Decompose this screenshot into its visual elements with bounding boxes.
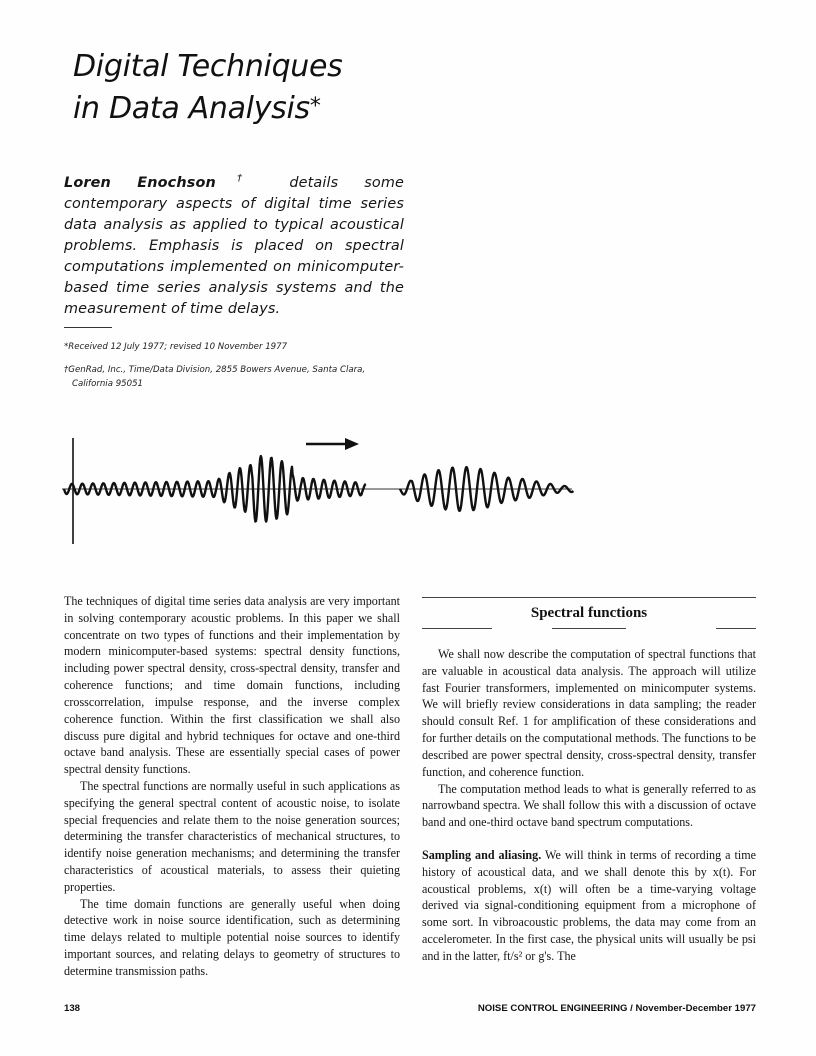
author-footnote-mark: † <box>215 173 264 184</box>
run-in-heading: Sampling and aliasing. <box>422 847 542 862</box>
author-name: Loren Enochson <box>64 174 216 191</box>
article-title <box>73 46 493 130</box>
left-paragraph-1: The techniques of digital time series data analysis are very important in solving contemporary acoustic problems. In this paper we shall concentrate on two types of functions and their implementation by modern minicomputer-based systems: spectral density functions, including power spectral density, cross-spectral density, transfer and coherence functions; and time domain functions, including crosscorrelation, impulse response, and the inverse complex coherence function. Within the first classification we shall also discuss pure digital and hybrid techniques for octave and one-third octave band analysis. These are essentially special cases of power spectral density functions. <box>64 594 400 777</box>
affiliation-line-1: †GenRad, Inc., Time/Data Division, 2855 Bowers Avenue, Santa Clara, <box>64 365 366 375</box>
right-paragraph-2: The computation method leads to what is generally referred to as narrowband spectra. We shall follow this with a discussion of octave band and one-third octave band spectrum computations. <box>422 781 756 830</box>
waveform-illustration <box>62 432 582 548</box>
title-line-2-text: in Data Analysis <box>73 91 310 126</box>
footnote-affiliation <box>64 364 404 391</box>
section-rule-top <box>422 597 756 598</box>
footnote-divider <box>64 327 112 328</box>
title-line-2 <box>73 88 493 130</box>
footnote-received: *Received 12 July 1977; revised 10 November 1977 <box>64 342 288 352</box>
section-heading: Spectral functions <box>530 605 648 621</box>
abstract-text: details some contemporary aspects of digital time series data analysis as applied to typical acoustical problems. Emphasis is placed on spectral computations implemented on minicomputer-based time series analysis systems and the measurement of time delays. <box>64 174 404 318</box>
section-rule-bottom-mid <box>552 628 626 629</box>
title-line-1: Digital Techniques <box>73 49 343 84</box>
right-paragraph-1: We shall now describe the computation of spectral functions that are valuable in acoustical data analysis. The approach will utilize fast Fourier transformers, implemented on minicomputer systems. We will briefly review considerations in data sampling; the reader should consult Ref. 1 for amplification of these considerations and for further details on the computational methods. The functions to be described are power spectral density, cross-spectral density, transfer function, and coherence function. <box>422 647 756 779</box>
section-rule-bottom-left <box>422 628 492 629</box>
left-paragraph-2: The spectral functions are normally useful in such applications as specifying the general spectral content of acoustic noise, to isolate special frequencies and relate them to the noise generation sources; determining the transfer characteristics of mechanical structures, to identify noise generation mechanisms; and determining the transfer characteristics of acoustical materials, to assess their quieting properties. <box>64 778 400 894</box>
direction-arrow-head <box>345 438 359 450</box>
page-number: 138 <box>64 1003 81 1014</box>
section-rule-bottom-right <box>716 628 756 629</box>
affiliation-line-2: California 95051 <box>72 378 144 389</box>
left-column <box>64 593 400 980</box>
section-heading-box <box>422 597 756 632</box>
journal-footer: NOISE CONTROL ENGINEERING / November-December 1977 <box>477 1003 756 1014</box>
right-column <box>422 646 756 965</box>
right-paragraph-3-text: We will think in terms of recording a time history of acoustical data, and we shall denote this by x(t). For acoustical problems, x(t) will often be a time-varying voltage derived via signal-conditioning equipment from a microphone of some sort. In vibroacoustic problems, the data may come from an accelerometer. In the first case, the physical units will usually be psi and in the latter, ft/s² or g's. The <box>422 847 756 963</box>
right-paragraph-3 <box>422 847 756 965</box>
title-footnote-mark: * <box>309 94 321 119</box>
abstract <box>64 168 404 320</box>
left-paragraph-3: The time domain functions are generally useful when doing detective work in noise source identification, such as determining time delays related to multiple potential noise sources to identify important sources, and relating delays to geometry of structures to determine transmission paths. <box>64 896 400 978</box>
